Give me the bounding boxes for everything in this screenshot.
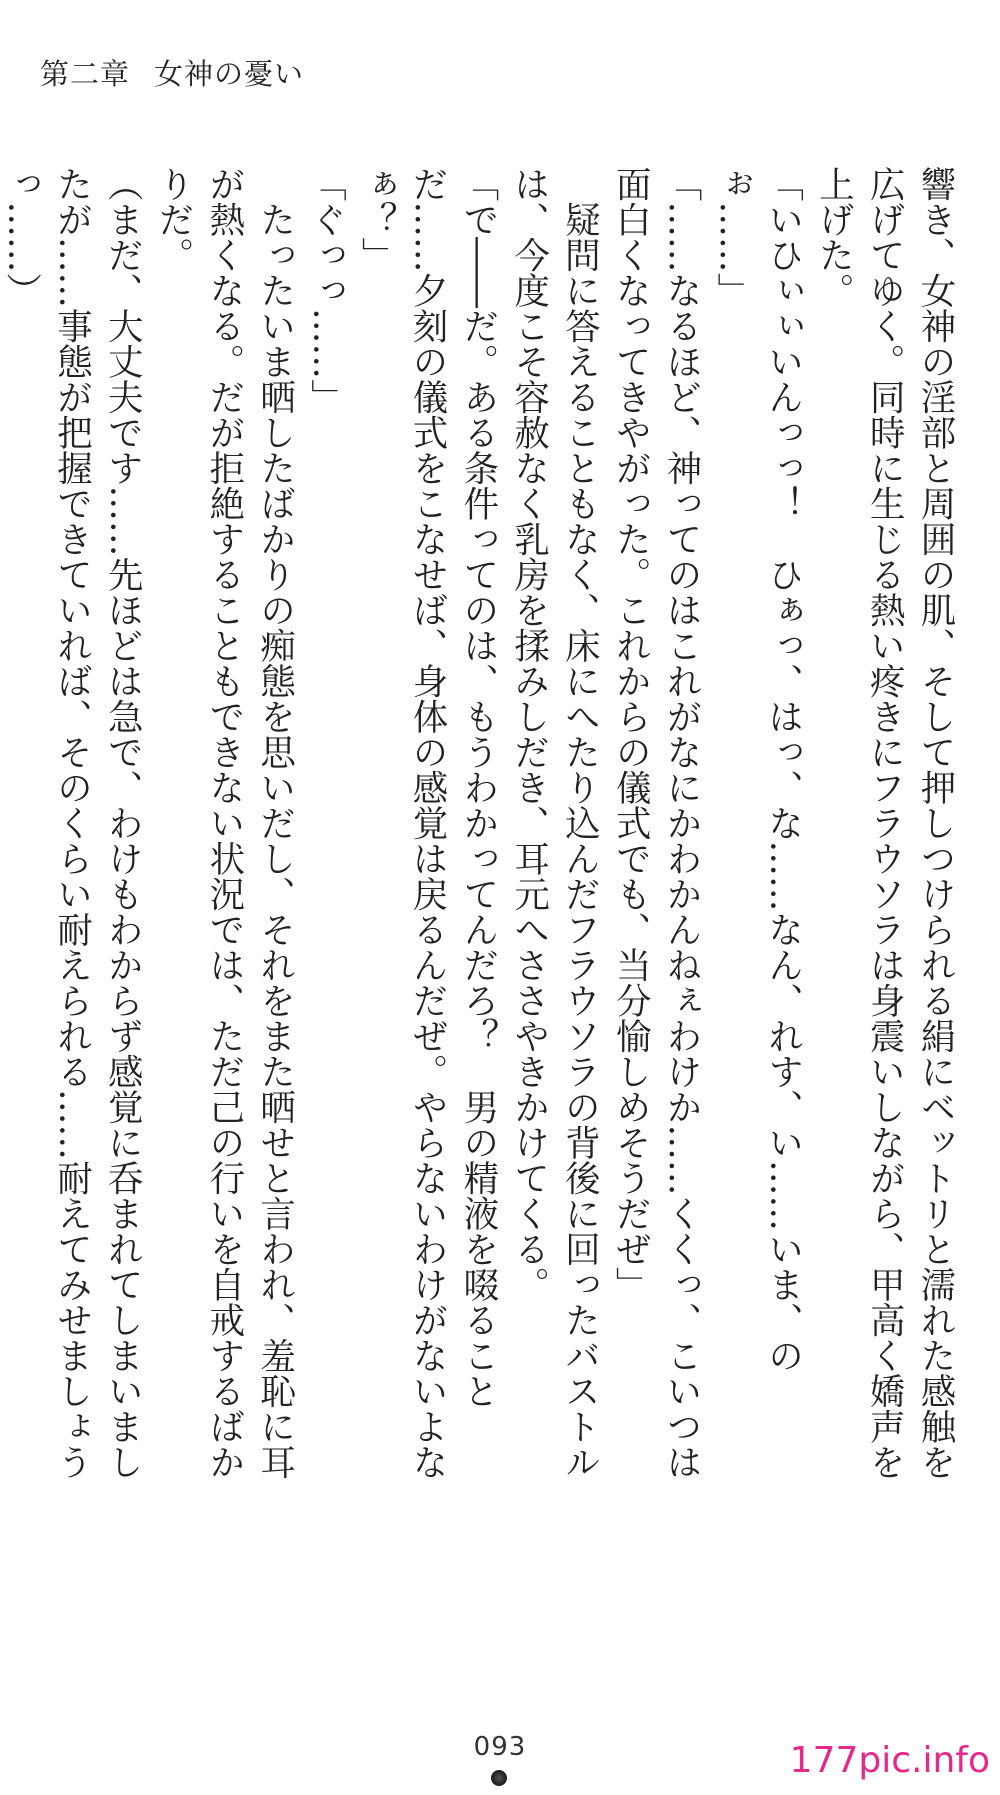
paragraph: 疑問に答えることもなく、床にへたり込んだフラウソラの背後に回ったバストルは、今度こそ容赦なく乳房を揉みしだき、耳元へささやきかけてくる。 — [508, 166, 601, 1480]
page-mark-dot-icon — [491, 1770, 507, 1786]
paragraph: （まだ、大丈夫です……先ほどは急で、わけもわからず感覚に呑まれてしまいましたが……事態が把握できていれば、そのくらい耐えられる……耐えてみせましょうっ……） — [0, 166, 144, 1480]
watermark: 177pic.info — [789, 1740, 990, 1781]
paragraph: 響き、女神の淫部と周囲の肌、そして押しつけられる絹にベットリと濡れた感触を広げてゆく。同時に生じる熱い疼きにフラウソラは身震いしながら、甲高く嬌声を上げた。 — [813, 166, 956, 1480]
paragraph: 「いひぃぃいんっっ！ ひぁっ、はっ、な……なん、れす、い……いま、のぉ……」 — [711, 166, 804, 1373]
running-head — [40, 52, 304, 93]
paragraph: 「ぐっっ……」 — [305, 166, 347, 415]
chapter-number: 第二章 — [40, 57, 131, 91]
paragraph: 「で――だ。ある条件ってのは、もうわかってんだろ？ 男の精液を啜ることだ……夕刻の儀式をこなせば、身体の感覚は戻るんだぜ。やらないわけがないよなぁ？」 — [356, 166, 499, 1480]
page-number: 093 — [473, 1732, 527, 1762]
paragraph: 「……なるほど、神ってのはこれがなにかわかんねぇわけか……くくっ、こいつは面白くなってきやがった。これからの儀式でも、当分愉しめそうだぜ」 — [610, 166, 703, 1480]
body-text — [0, 166, 960, 1496]
chapter-title: 女神の憂い — [154, 57, 305, 91]
paragraph: たったいま晒したばかりの痴態を思いだし、それをまた晒せと言われ、羞恥に耳が熱くなる。だが拒絶することもできない状況では、ただ己の行いを自戒するばかりだ。 — [153, 166, 296, 1480]
